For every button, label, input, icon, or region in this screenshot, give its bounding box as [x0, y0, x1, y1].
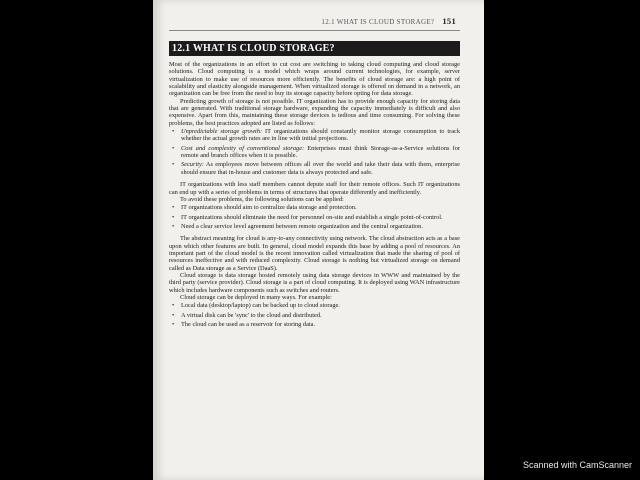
item-text: A virtual disk can be 'sync' to the cloud and distributed. — [181, 311, 322, 319]
item-text: As employees move between offices all over the world and take their data with them, enterprise should ensure that in-house and customer data is always protected and safe. — [181, 161, 460, 176]
item-text: IT organizations should constantly monitor storage consumption to track whether the actual growth rates are in line with initial projections. — [181, 128, 460, 143]
item-text: IT organizations should eliminate the need for personnel on-site and establish a single point-of-control. — [181, 213, 443, 221]
bullet: • — [172, 311, 175, 319]
book-page — [153, 0, 484, 480]
list-item — [169, 321, 460, 328]
item-term: Security: — [181, 161, 204, 169]
bullet: • — [172, 161, 175, 169]
paragraph: Cloud storage can be deployed in many ways. For example: — [180, 293, 332, 301]
list-item — [169, 128, 460, 143]
body-text — [169, 61, 460, 330]
list-item — [169, 214, 460, 221]
item-text: Local data (desktop/laptop) can be backed up to cloud storage. — [181, 302, 340, 310]
bullet: • — [172, 213, 175, 221]
paragraph: To avoid these problems, the following solutions can be applied: — [180, 195, 344, 203]
list-item — [169, 312, 460, 319]
practices-list — [169, 128, 460, 176]
item-term: Unpredictable storage growth: — [181, 128, 263, 136]
bullet: • — [172, 302, 175, 310]
item-text: Need a clear service level agreement between remote organization and the central organization. — [181, 222, 423, 230]
list-item — [169, 302, 460, 309]
item-text: Enterprises must think Storage-as-a-Service solutions for remote and branch offices when it is possible. — [181, 144, 460, 160]
paragraph: Predicting growth of storage is not possible. IT organization has to provide enough capacity for storing data that are generated. With traditional storage hardware, expanding the capacity immediately is difficult and also expensive. Apart from this, maintaining these storage devices is tedious and time consuming. For solving these problems, the best practices adopted are listed as follows: — [169, 97, 460, 127]
running-head-title: 12.1 WHAT IS CLOUD STORAGE? — [321, 18, 435, 26]
examples-list — [169, 302, 460, 328]
scanner-watermark: Scanned with CamScanner — [522, 460, 632, 470]
running-head — [321, 16, 456, 26]
page-number: 151 — [442, 16, 456, 26]
bullet: • — [172, 204, 175, 212]
list-item — [169, 161, 460, 176]
list-item — [169, 204, 460, 211]
section-title: 12.1 WHAT IS CLOUD STORAGE? — [169, 41, 460, 56]
bullet: • — [172, 222, 175, 230]
item-text: The cloud can be used as a reservoir for storing data. — [181, 321, 316, 328]
bullet: • — [172, 144, 175, 152]
solutions-list — [169, 204, 460, 230]
item-text: IT organizations should aim to centralize data storage and protection. — [181, 204, 357, 212]
item-term: Cost and complexity of conventional storage: — [181, 144, 305, 152]
bullet: • — [172, 128, 175, 136]
list-item — [169, 145, 460, 160]
paragraph: Cloud storage is data storage hosted remotely using data storage devices in WWW and maintained by the third party (service provider). Cloud storage is a part of cloud computing. It is deployed using WAN infrastructure which includes hardware components such as switches and routers. — [169, 271, 460, 294]
paragraph: The abstract meaning for cloud is any-to-any connectivity using network. The cloud abstraction acts as a base upon which other features are built. In general, cloud model expands this base by adding a pool of resources. An important part of the cloud model is the recent innovation called virtualization that made the sharing of pool of resources ineffective and with reduced complexity. Cloud storage is nothing but virtualized storage on demand called as Data storage as a Service (DaaS). — [169, 235, 460, 272]
header-rule — [169, 30, 460, 31]
list-item — [169, 223, 460, 230]
paragraph: IT organizations with less staff members cannot depute staff for their remote offices. Such IT organizations can end up with a series of problems in terms of structures that operate differently and inefficiently. — [169, 181, 460, 196]
bullet: • — [172, 321, 175, 328]
paragraph: Most of the organizations in an effort to cut cost are switching to taking cloud computing and cloud storage solutions. Cloud computing is a model which wraps around current technologies, for example, server virtualization to make use of resources more efficiently. The benefits of cloud storage are: a high point of scalability and elasticity alongside management. When virtualized storage is offered on demand in a network, an organization can be free from the need to buy its storage capacity before opting for data storage. — [169, 61, 460, 98]
